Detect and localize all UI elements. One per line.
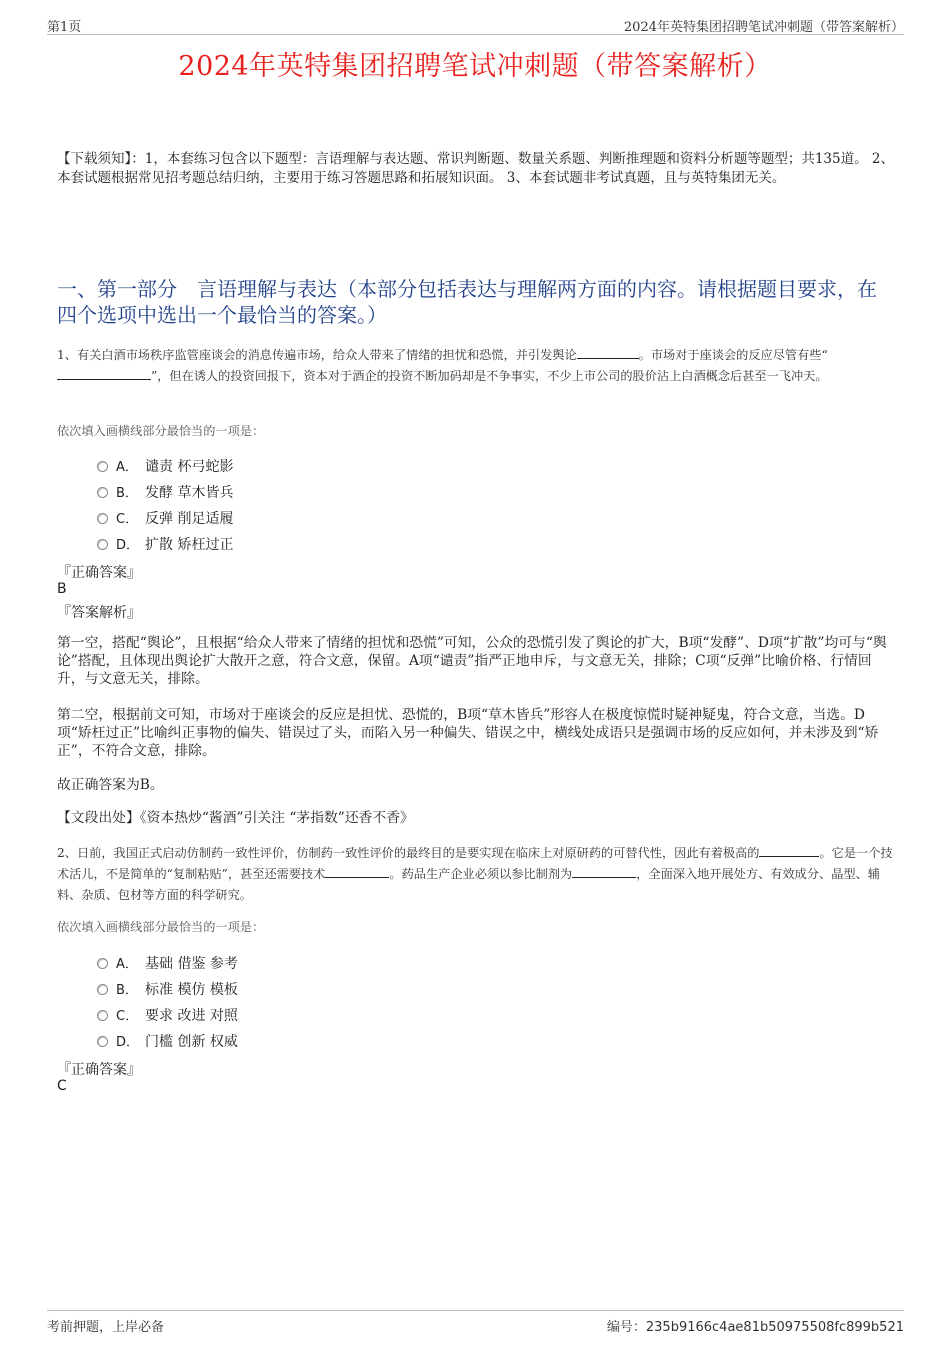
header-doc-title: 2024年英特集团招聘笔试冲刺题（带答案解析） xyxy=(623,20,904,35)
footer-code: 编号：235b9166c4ae81b50975508fc899b521 xyxy=(606,1320,904,1335)
page-header xyxy=(47,14,904,35)
fill-blank xyxy=(577,345,639,359)
question-1-answer: B xyxy=(57,581,67,597)
page-number: 第1页 xyxy=(47,20,82,35)
question-1-instruction: 依次填入画横线部分最恰当的一项是： xyxy=(57,424,265,438)
question-2-instruction: 依次填入画横线部分最恰当的一项是： xyxy=(57,920,265,934)
fill-blank xyxy=(325,864,389,878)
question-2-stem: 2、日前，我国正式启动仿制药一致性评价，仿制药一致性评价的最终目的是要实现在临床上对原研药的可替代性，因此有着极高的 。它是一个技术活儿，不是简单的“复制粘贴”，甚至还需要技术 。药品生产企业必须以参比制剂为 ，全面深入地开展处方、有效成分、晶型、辅料、杂质、包材等方面的科学研究。 xyxy=(57,843,895,906)
question-1-analysis-label: 『答案解析』 xyxy=(57,605,141,621)
footer-slogan: 考前押题，上岸必备 xyxy=(47,1320,165,1335)
question-1-source: 【文段出处】《资本热炒“酱酒”引关注 “茅指数”还香不香》 xyxy=(57,810,414,826)
question-1-analysis-para-2: 第二空，根据前文可知，市场对于座谈会的反应是担忧、恐慌的，B项“草木皆兵”形容人在极度惊慌时疑神疑鬼，符合文意，当选。D项“矫枉过正”比喻纠正事物的偏失、错误过了头，而陷入另一种偏失、错误之中，横线处成语只是强调市场的反应如何，并未涉及到“矫正”，不符合文意，排除。 xyxy=(57,707,879,759)
radio-icon[interactable] xyxy=(97,513,108,524)
radio-icon[interactable] xyxy=(97,958,108,969)
radio-icon[interactable] xyxy=(97,984,108,995)
fill-blank xyxy=(57,366,151,380)
radio-icon[interactable] xyxy=(97,1036,108,1047)
question-1-conclusion: 故正确答案为B。 xyxy=(57,777,164,793)
radio-icon[interactable] xyxy=(97,539,108,550)
question-2-answer-label: 『正确答案』 xyxy=(57,1062,141,1078)
section-title: 一、第一部分 言语理解与表达（本部分包括表达与理解两方面的内容。请根据题目要求，在四个选项中选出一个最恰当的答案。） xyxy=(57,277,877,327)
question-2-answer: C xyxy=(57,1078,67,1094)
question-1-answer-label: 『正确答案』 xyxy=(57,565,141,581)
radio-icon[interactable] xyxy=(97,461,108,472)
question-1-analysis-para-1: 第一空，搭配“舆论”，且根据“给众人带来了情绪的担忧和恐慌”可知，公众的恐慌引发了舆论的扩大，B项“发酵”、D项“扩散”均可与“舆论”搭配，且体现出舆论扩大散开之意，符合文意，保留。A项“谴责”指严正地申斥，与文意无关，排除；C项“反弹”比喻价格、行情回升，与文意无关，排除。 xyxy=(57,635,887,687)
question-1-stem: 1、有关白酒市场秩序监管座谈会的消息传遍市场，给众人带来了情绪的担忧和恐慌，并引发舆论 。市场对于座谈会的反应尽管有些“”，但在诱人的投资回报下，资本对于酒企的投资不断加码却是不争事实，不少上市公司的股价沾上白酒概念后甚至一飞冲天。 xyxy=(57,345,895,387)
radio-icon[interactable] xyxy=(97,487,108,498)
fill-blank xyxy=(572,864,636,878)
download-notice: 【下载须知】：1，本套练习包含以下题型：言语理解与表达题、常识判断题、数量关系题、判断推理题和资料分析题等题型；共135道。 2、本套试题根据常见招考题总结归纳，主要用于练习答题思路和拓展知识面。 3、本套试题非考试真题，且与英特集团无关。 xyxy=(57,151,894,186)
page-footer xyxy=(47,1310,904,1333)
page-title: 2024年英特集团招聘笔试冲刺题（带答案解析） xyxy=(178,51,772,82)
radio-icon[interactable] xyxy=(97,1010,108,1021)
fill-blank xyxy=(759,843,819,857)
